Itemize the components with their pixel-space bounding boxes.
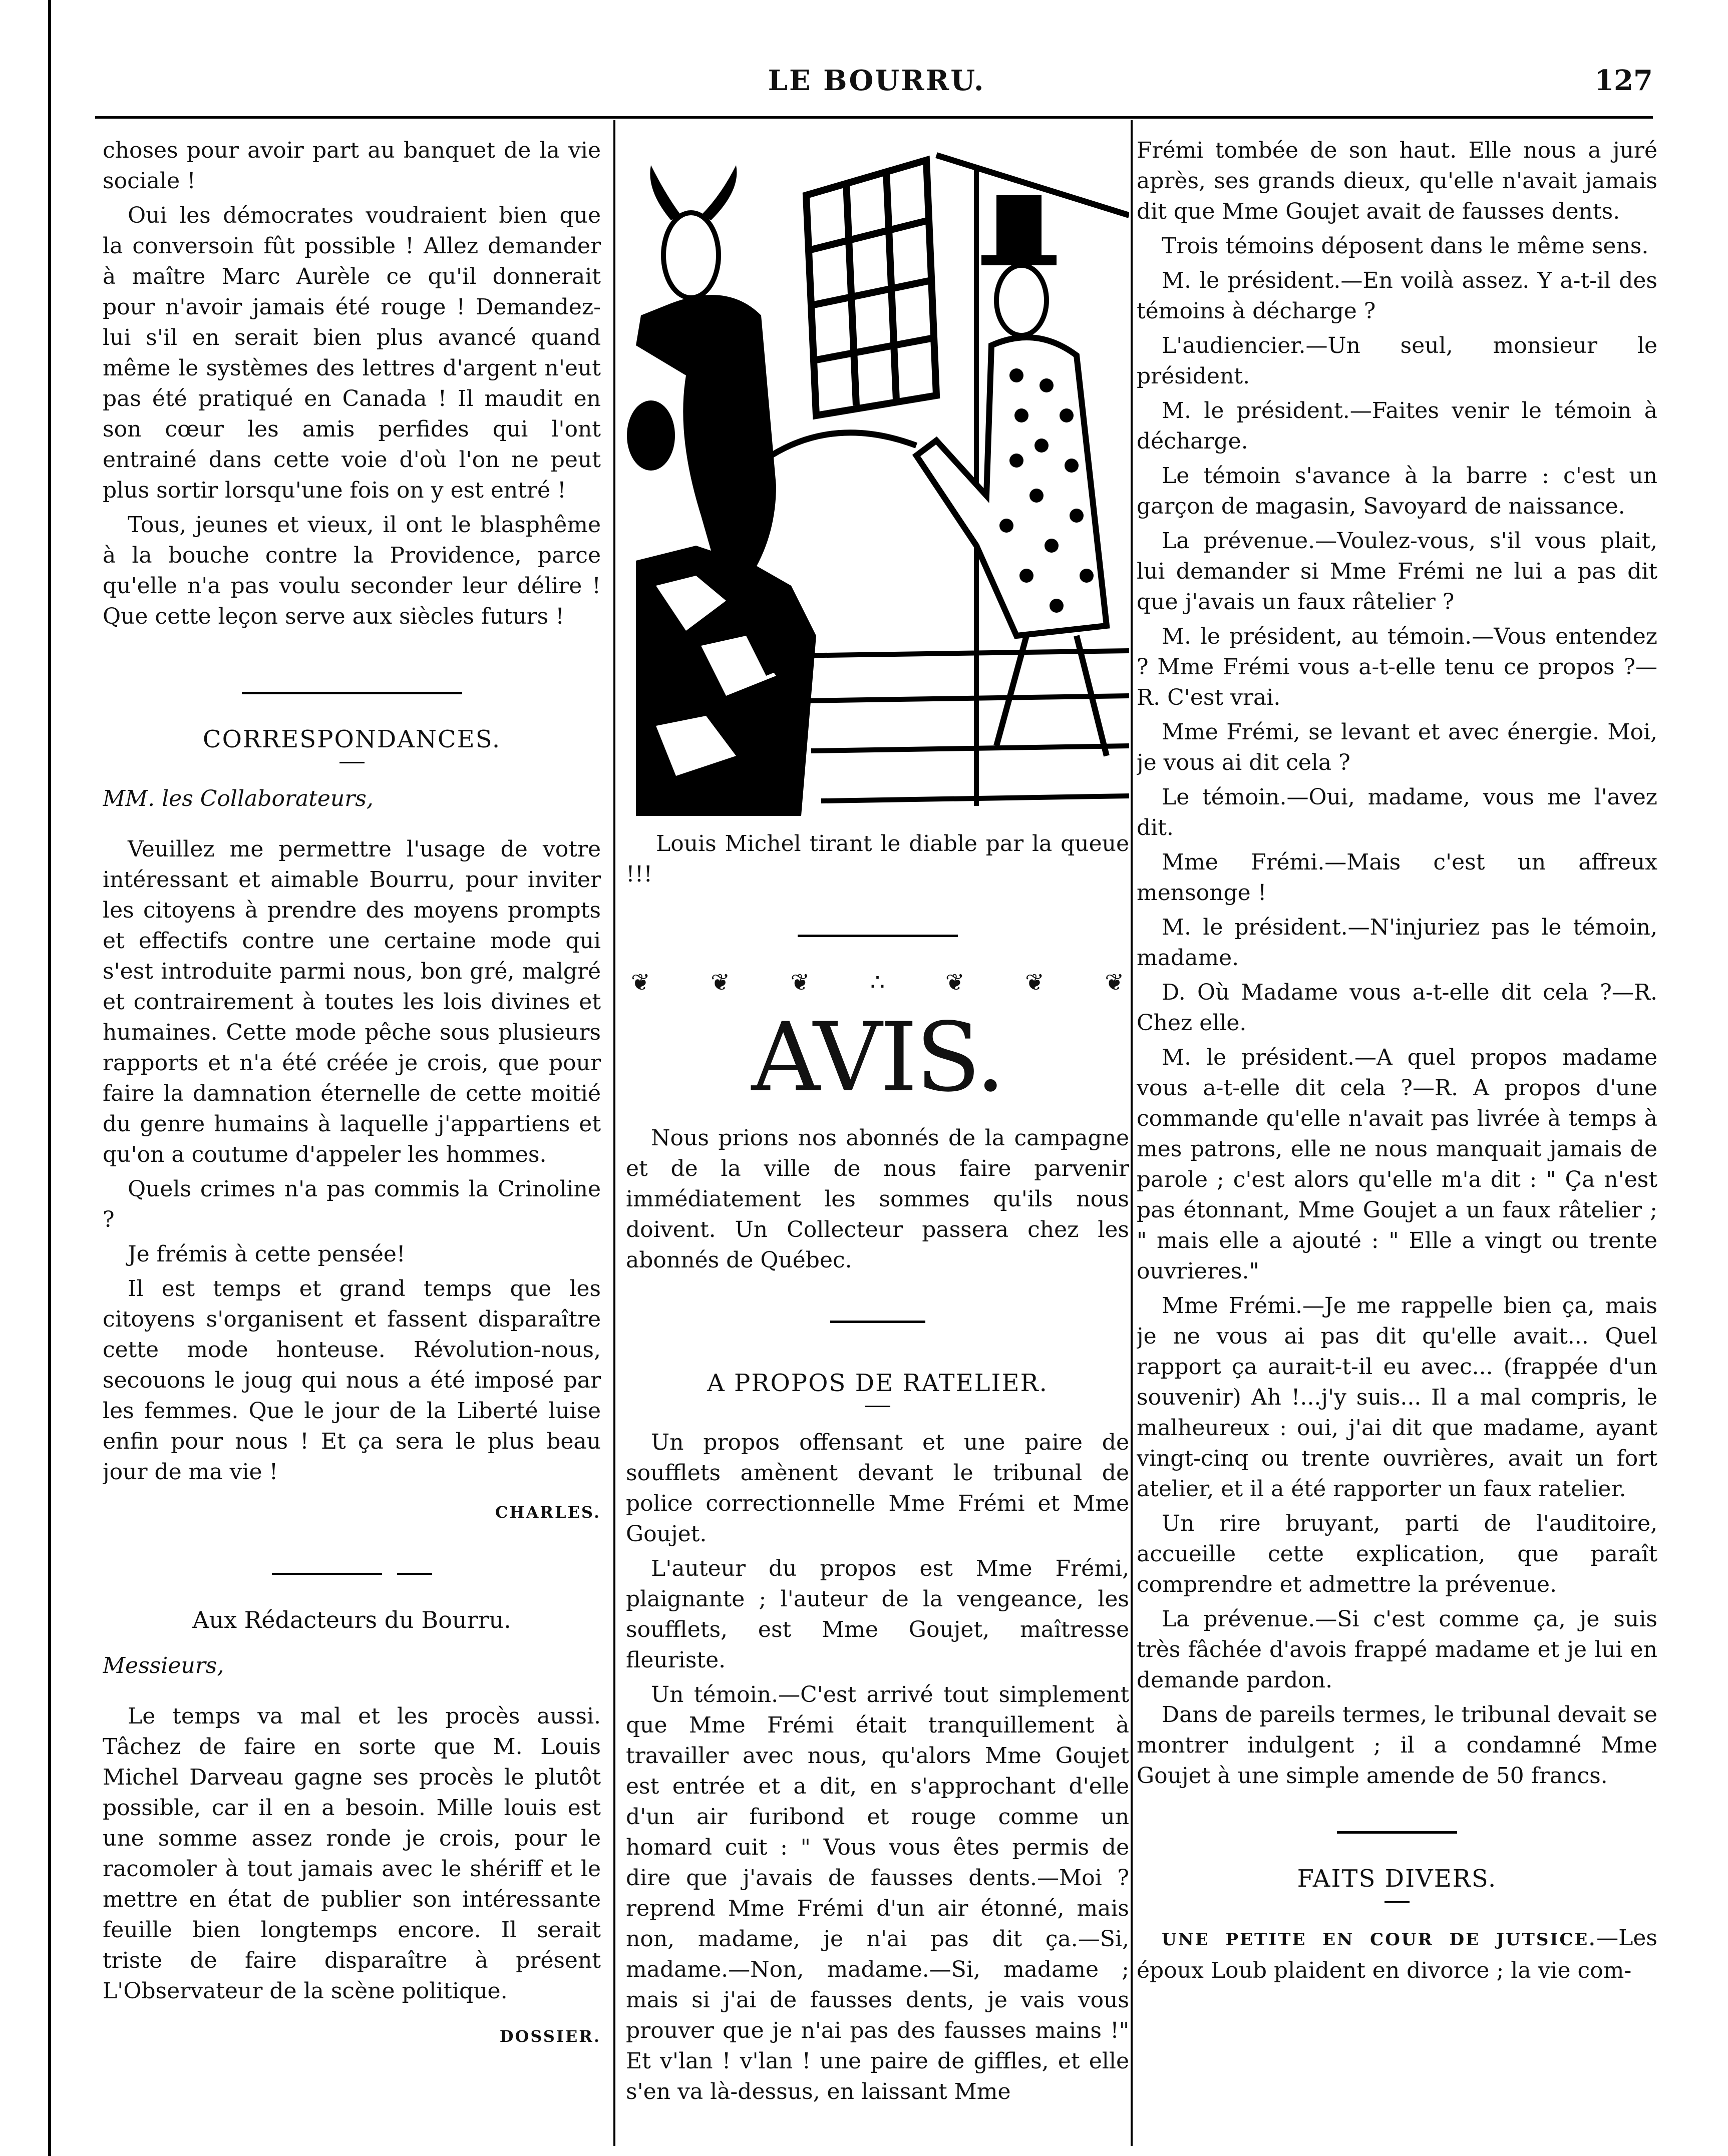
ornament-row [626,967,1129,998]
paragraph: Oui les démocrates voudraient bien que la conversoin fût possible ! Allez demander à maître Marc Aurèle ce qu'il donnerait pour n'avoir jamais été rouge ! Demandez-lui s'il en serait bien plus avancé quand même le systèmes des lettres d'argent n'eut pas été pratiqué en Canada ! Il maudit en son cœur les amis perfides qui l'ont entrainé dans cette voie d'où l'on ne peut plus sortir lorsqu'une fois on y est entré ! [103,203,601,503]
page-number: 127 [1594,64,1653,97]
letter-signature: CHARLES. [495,1503,601,1522]
newspaper-title: LE BOURRU. [768,64,985,97]
section-rule [242,692,462,694]
paragraph: Un témoin.—C'est arrivé tout simplement que Mme Frémi était tranquillement à travailler avec nous, qu'alors Mme Goujet est entrée et a dit, en s'approchant d'elle d'un air furibond et rouge comme un homard cuit : " Vous vous êtes permis de dire que j'avais de fausses dents.—Moi ? reprend Mme Frémi d'un air étonné, mais non, madame, je n'ai pas dit ça.—Si, madame.—Non, madame.—Si, madame ; mais si j'ai de fausses dents, je vais vous prouver que je n'ai pas des fausses mains !" Et v'lan ! v'lan ! une paire de giffles, et elle s'en va là-dessus, en laissant Mme [626,1682,1129,2104]
caricature-illustration [626,135,1129,816]
paragraph: Un rire bruyant, parti de l'auditoire, accueille cette explication, que paraît comprendre et admettre la prévenue. [1137,1511,1657,1597]
section-separator [103,1573,601,1575]
page-header [100,64,1653,104]
section-heading-faits-divers: FAITS DIVERS. [1297,1865,1497,1893]
heading-dash [339,762,365,763]
paragraph: Trois témoins déposent dans le même sens. [1162,233,1649,259]
fleuron-icon: ❦ [631,969,650,996]
faits-text: —Les époux Loub plaident en divorce ; la vie com- [1137,1925,1657,1983]
fleuron-icon: ❦ [711,969,730,996]
fleuron-icon: ❦ [1025,969,1045,996]
paragraph: La prévenue.—Voulez-vous, s'il vous plait, lui demander si Mme Frémi ne lui a pas dit que j'avais un faux râtelier ? [1137,528,1657,615]
paragraph: Il est temps et grand temps que les citoyens s'organisent et fassent disparaître cette mode honteuse. Révolution-nous, secouons le joug qui nous a été imposé par les femmes. Que le jour de la Liberté luise enfin pour nous ! Et ça sera le plus beau jour de ma vie ! [103,1276,601,1485]
paragraph: Veuillez me permettre l'usage de votre intéressant et aimable Bourru, pour inviter les citoyens à prendre des moyens prompts et effectifs contre une certaine mode qui s'est introduite parmi nous, bon gré, malgré et contrairement à toutes les lois divines et humaines. Cette mode pêche sous plusieurs rapports et n'a été créée je crois, que pour faire la damnation éternelle de cette moitié du genre humains à laquelle j'appartiens et qu'on a coutume d'appeler les hommes. [103,836,601,1167]
heading-dash [865,1406,890,1407]
paragraph: Le témoin.—Oui, madame, vous me l'avez dit. [1137,784,1657,840]
faits-subheading: UNE PETITE EN COUR DE JUTSICE. [1162,1930,1597,1950]
column-divider-2 [1131,120,1133,2146]
paragraph: M. le président, au témoin.—Vous entendez ? Mme Frémi vous a-t-elle tenu ce propos ?—R. C'est vrai. [1137,624,1657,710]
paragraph: Mme Frémi.—Mais c'est un affreux mensonge ! [1137,849,1657,906]
letter-salutation: Messieurs, [103,1653,224,1678]
paragraph: Tous, jeunes et vieux, il ont le blasphême à la bouche contre la Providence, parce qu'elle n'a pas voulu seconder leur délire ! Que cette leçon serve aux siècles futurs ! [103,512,601,629]
letter-salutation: MM. les Collaborateurs, [103,786,374,811]
column-divider-1 [613,120,615,2146]
paragraph: M. le président.—En voilà assez. Y a-t-il des témoins à décharge ? [1137,268,1657,324]
section-heading-correspondances: CORRESPONDANCES. [202,725,501,753]
paragraph: M. le président.—A quel propos madame vous a-t-elle dit cela ?—R. A propos d'une commande qu'elle n'avait pas livrée à temps à mes patrons, elle ne nous manquait jamais de parole ; c'est alors qu'elle m'a dit : " Ça n'est pas étonnant, Mme Goujet a un faux râtelier ; " mais elle a ajouté : " Elle a vingt ou trente ouvrieres." [1137,1045,1657,1284]
paragraph: Quels crimes n'a pas commis la Crinoline ? [103,1176,601,1232]
paragraph: La prévenue.—Si c'est comme ça, je suis très fâchée d'avois frappé madame et je lui en demande pardon. [1137,1606,1657,1693]
paragraph: L'auteur du propos est Mme Frémi, plaignante ; l'auteur de la vengeance, les soufflets, est Mme Goujet, maîtresse fleuriste. [626,1556,1129,1673]
paragraph: choses pour avoir part au banquet de la vie sociale ! [103,138,601,194]
paragraph: D. Où Madame vous a-t-elle dit cela ?—R. Chez elle. [1137,980,1657,1036]
devil-caricature-svg [626,135,1129,816]
paragraph: Le temps va mal et les procès aussi. Tâchez de faire en sorte que M. Louis Michel Darveau gagne ses procès le plutôt possible, car il en a besoin. Mille louis est une somme assez ronde je crois, pour le racomoler à tout jamais avec le shériff et le mettre en état de publier son intéressante feuille bien longtemps encore. Il serait triste de faire disparaître à présent L'Observateur de la scène politique. [103,1703,601,2004]
fleuron-icon: ❦ [1105,969,1124,996]
column-1 [103,135,601,2141]
paragraph: Le témoin s'avance à la barre : c'est un garçon de magasin, Savoyard de naissance. [1137,463,1657,519]
section-rule [830,1321,925,1323]
letter-signature: DOSSIER. [499,2027,601,2046]
paragraph: Frémi tombée de son haut. Elle nous a juré après, ses grands dieux, qu'elle n'avait jamais dit que Mme Goujet avait de fausses dents. [1137,138,1657,224]
fleuron-icon: ❦ [790,969,810,996]
section-rule [798,935,958,937]
dots-ornament-icon: ∴ [870,969,885,996]
heading-dash [1385,1901,1410,1903]
paragraph: Mme Frémi, se levant et avec énergie. Moi, je vous ai dit cela ? [1137,719,1657,775]
illustration-caption: Louis Michel tirant le diable par la queue !!! [626,831,1129,887]
header-rule [95,116,1653,119]
paragraph: L'audiencier.—Un seul, monsieur le président. [1137,333,1657,389]
column-2 [626,135,1129,2141]
fleuron-icon: ❦ [945,969,965,996]
section-heading-ratelier: A PROPOS DE RATELIER. [707,1369,1048,1397]
paragraph: Dans de pareils termes, le tribunal devait se montrer indulgent ; il a condamné Mme Goujet à une simple amende de 50 francs. [1137,1702,1657,1789]
section-heading-redacteurs: Aux Rédacteurs du Bourru. [192,1606,511,1633]
paragraph [1137,1923,1657,1986]
avis-paragraph: Nous prions nos abonnés de la campagne et de la ville de nous faire parvenir immédiatement les sommes qu'ils nous doivent. Un Collecteur passera chez les abonnés de Québec. [626,1125,1129,1273]
section-rule [1337,1831,1457,1834]
paragraph: M. le président.—N'injuriez pas le témoin, madame. [1137,915,1657,971]
paragraph: Un propos offensant et une paire de soufflets amènent devant le tribunal de police correctionnelle Mme Frémi et Mme Goujet. [626,1430,1129,1547]
paragraph: Je frémis à cette pensée! [128,1241,406,1267]
paragraph: Mme Frémi.—Je me rappelle bien ça, mais je ne vous ai pas dit qu'elle avait... Quel rapport ça aurait-t-il eu avec... (frappée d'un souvenir) Ah !...j'y suis... Il a mal compris, le malheureux : oui, j'ai dit que madame, ayant vingt-cinq ou trente ouvrières, avait un fort atelier, et il a été rapporter un faux ratelier. [1137,1293,1657,1502]
avis-title: AVIS. [751,1002,1004,1113]
column-3 [1137,135,1657,2141]
paragraph: M. le président.—Faites venir le témoin à décharge. [1137,398,1657,454]
page-binding-edge [48,0,51,2156]
